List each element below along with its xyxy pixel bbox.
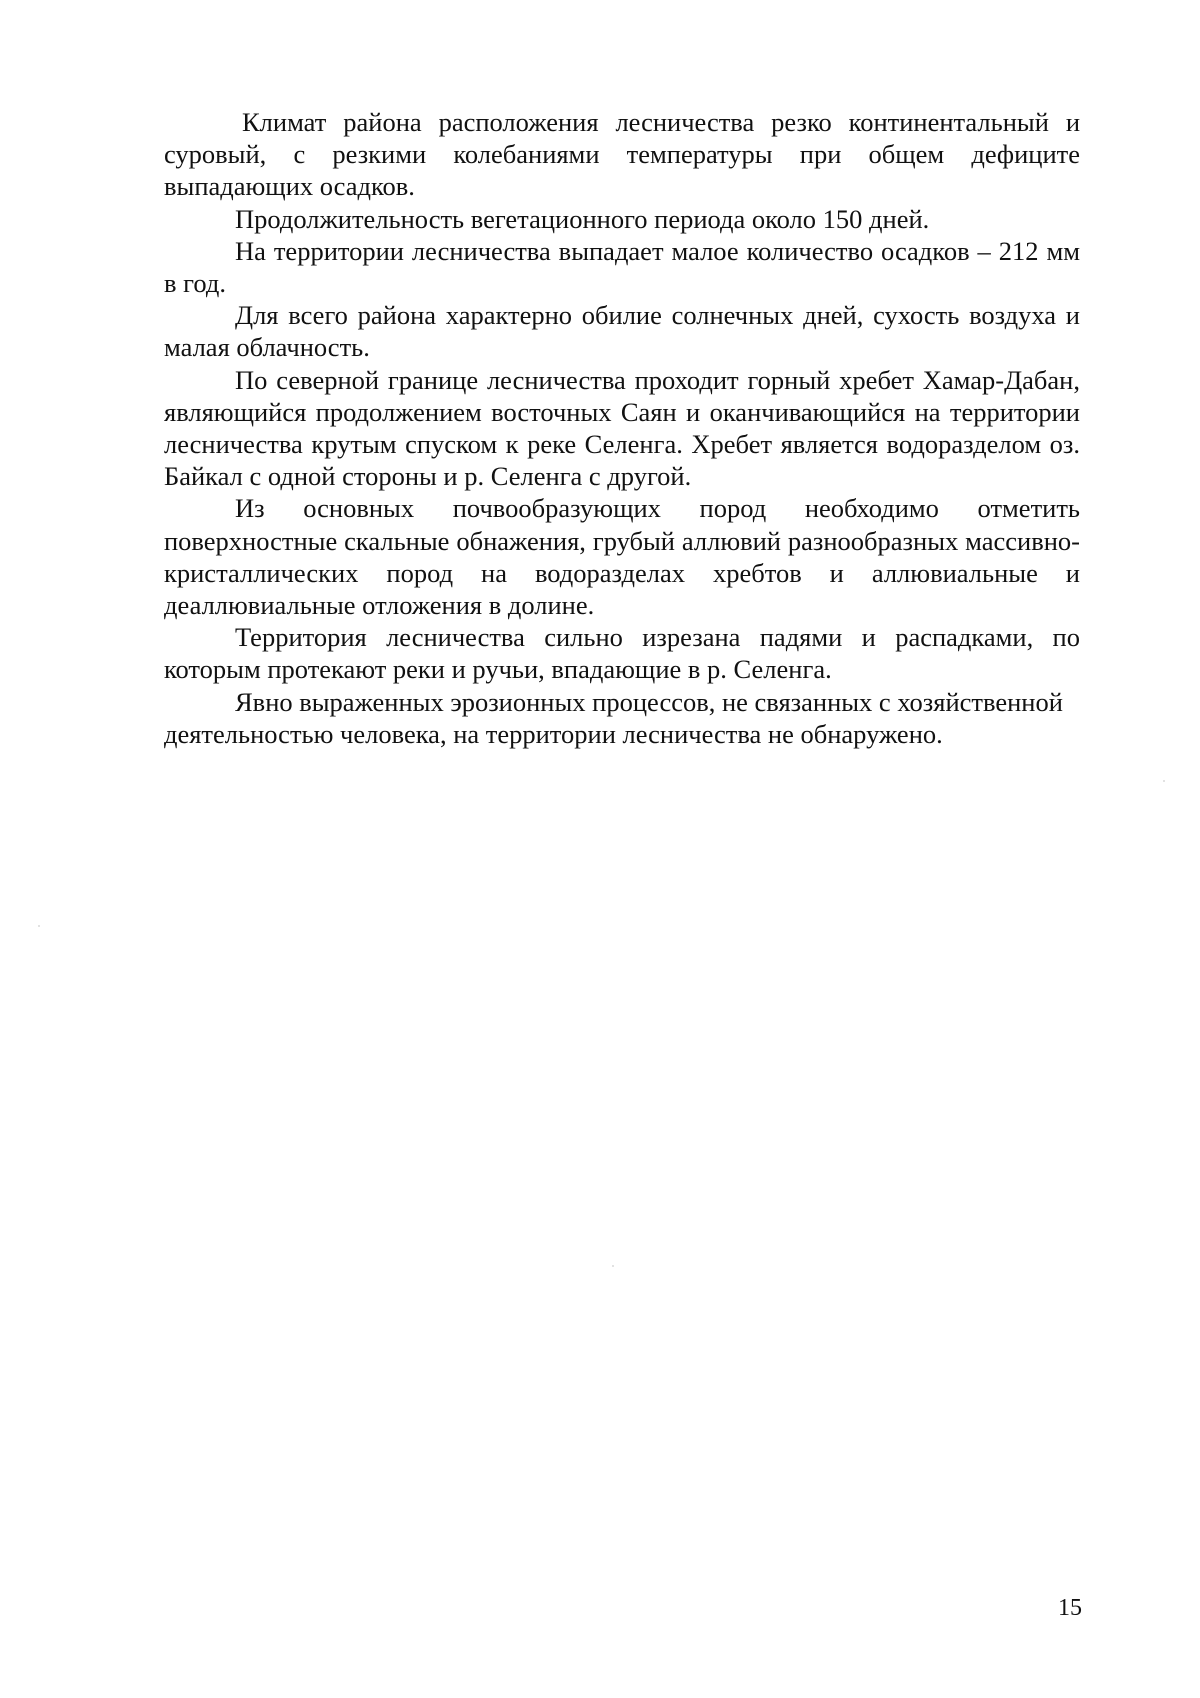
- paragraph-ridge: По северной границе лесничества проходит горный хребет Хамар-Дабан, являющийся продолжением восточных Саян и оканчивающийся на территории лесничества крутым спуском к реке Селенга. Хребет является водоразделом оз. Байкал с одной стороны и р. Селенга с другой.: [164, 364, 1080, 492]
- paragraph-erosion: Явно выраженных эрозионных процессов, не связанных с хозяйственной деятельностью человека, на территории лесничества не обнаружено.: [164, 686, 1063, 749]
- document-body: [164, 106, 1080, 750]
- scan-speck: [38, 925, 40, 927]
- paragraph-soil-rocks: Из основных почвообразующих пород необходимо отметить поверхностные скальные обнажения, грубый аллювий разнообразных массивно-кристаллических пород на водоразделах хребтов и аллювиальные и деаллювиальные отложения в долине.: [164, 493, 1080, 621]
- scan-speck: [612, 1265, 614, 1267]
- page-number: 15: [1058, 1595, 1082, 1621]
- paragraph-climate: Климат района расположения лесничества резко континентальный и суровый, с резкими колебаниями температуры при общем дефиците выпадающих осадков.: [164, 107, 1080, 202]
- paragraph-sunny-days: Для всего района характерно обилие солнечных дней, сухость воздуха и малая облачность.: [164, 300, 1080, 363]
- paragraph-vegetation-period: Продолжительность вегетационного периода около 150 дней.: [235, 203, 930, 234]
- scan-speck: [1163, 780, 1165, 782]
- paragraph-precipitation: На территории лесничества выпадает малое количество осадков – 212 мм в год.: [164, 235, 1080, 299]
- paragraph-relief: Территория лесничества сильно изрезана падями и распадками, по которым протекают реки и ручьи, впадающие в р. Селенга.: [164, 622, 1080, 685]
